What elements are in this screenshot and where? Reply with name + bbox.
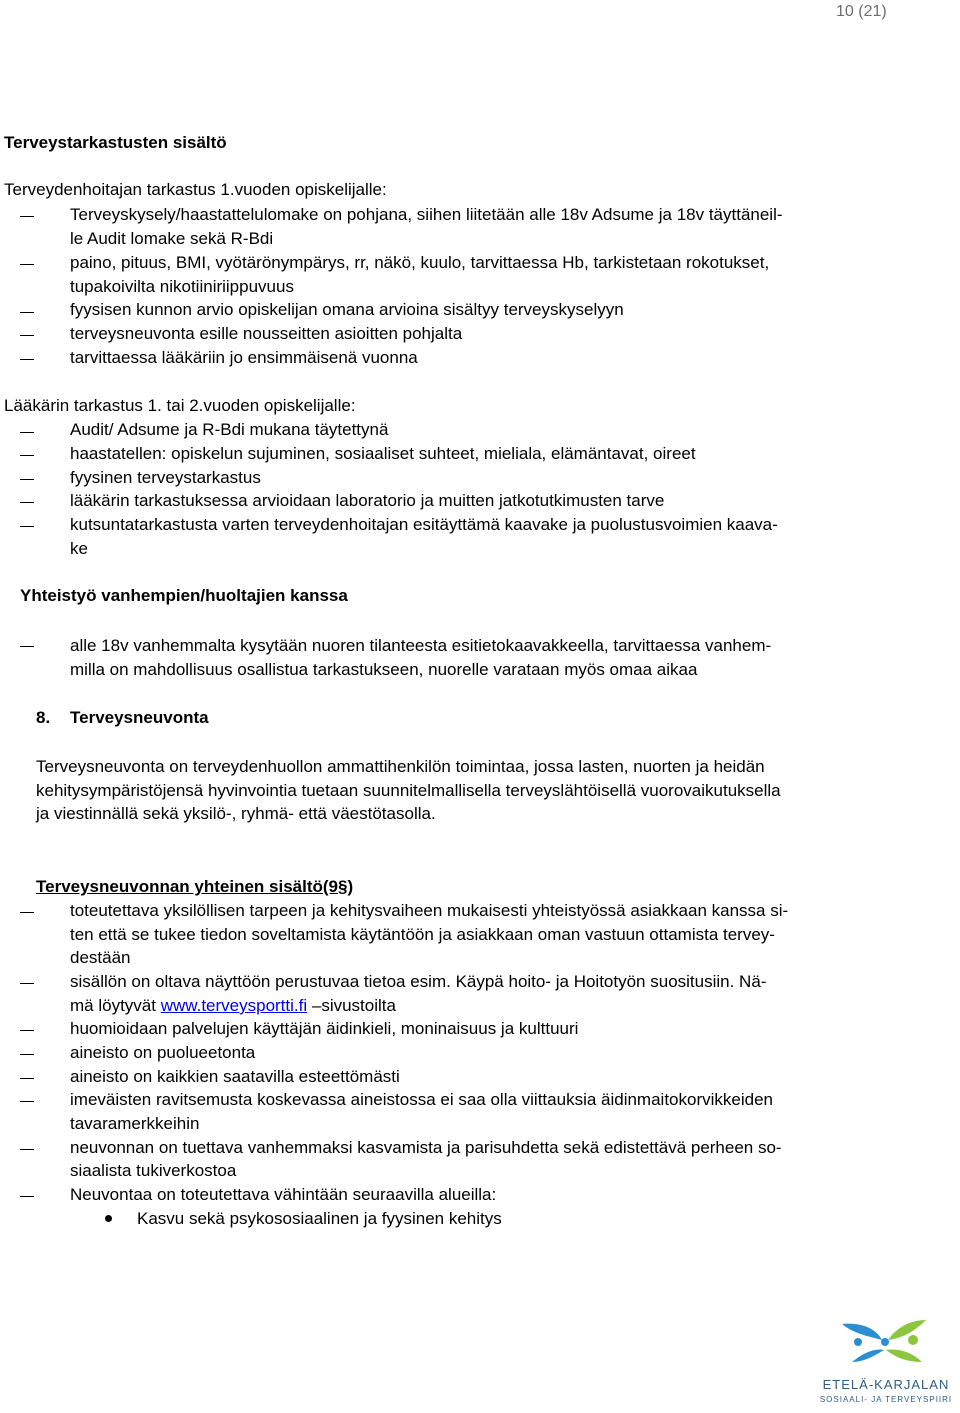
dash-bullet — [20, 646, 34, 647]
list-item: fyysinen terveystarkastus — [70, 468, 261, 487]
heading-close: ) — [347, 877, 354, 896]
sub-list-item: Kasvu sekä psykososiaalinen ja fyysinen kehitys — [137, 1209, 502, 1228]
round-bullet — [105, 1215, 112, 1222]
list-item: lääkärin tarkastuksessa arvioidaan laboratorio ja muitten jatkotutkimusten tarve — [70, 491, 665, 510]
list-item: Neuvontaa on toteutettava vähintään seuraavilla alueilla: — [70, 1185, 497, 1204]
list-item: Audit/ Adsume ja R-Bdi mukana täytettynä — [70, 420, 389, 439]
dash-bullet — [20, 264, 34, 265]
dash-bullet — [20, 312, 34, 313]
list-item: imeväisten ravitsemusta koskevassa aineistossa ei saa olla viittauksia äidinmaitokorvikkeiden — [70, 1090, 773, 1109]
dash-bullet — [20, 526, 34, 527]
list-item: terveysneuvonta esille nousseitten asioitten pohjalta — [70, 324, 463, 343]
dash-bullet — [20, 216, 34, 217]
list-item: huomioidaan palvelujen käyttäjän äidinkieli, moninaisuus ja kulttuuri — [70, 1019, 579, 1038]
organization-logo — [812, 1318, 960, 1413]
dash-bullet — [20, 479, 34, 480]
paragraph-line: kehitysympäristöjensä hyvinvointia tuetaan suunnitelmallisella terveyslähtöisellä vuorovaikutuksella — [36, 781, 781, 800]
list-item: haastatellen: opiskelun sujuminen, sosiaaliset suhteet, mieliala, elämäntavat, oireet — [70, 444, 696, 463]
list-item: aineisto on puolueetonta — [70, 1043, 256, 1062]
dash-bullet — [20, 359, 34, 360]
list-item: kutsuntatarkastusta varten terveydenhoitajan esitäyttämä kaavake ja puolustusvoimien kaava- — [70, 515, 778, 534]
dash-bullet — [20, 502, 34, 503]
dash-bullet — [20, 1101, 34, 1102]
logo-text-line1: ETELÄ-KARJALAN — [822, 1377, 950, 1392]
section-number: 8. — [36, 708, 51, 727]
dash-bullet — [20, 1054, 34, 1055]
list-item-continuation — [70, 996, 396, 1016]
doctor-check-title: Lääkärin tarkastus 1. tai 2.vuoden opiskelijalle: — [4, 396, 356, 415]
list-item-continuation: milla on mahdollisuus osallistua tarkastukseen, nuorelle varataan myös omaa aikaa — [70, 660, 698, 679]
dash-bullet — [20, 455, 34, 456]
terveysportti-link[interactable]: www.terveysportti.fi — [160, 996, 308, 1015]
list-item: tarvittaessa lääkäriin jo ensimmäisenä vuonna — [70, 348, 418, 367]
dash-bullet — [20, 1196, 34, 1197]
leaf-figure-logo-icon — [812, 1318, 960, 1378]
list-item-continuation: destään — [70, 948, 131, 967]
list-item: sisällön on oltava näyttöön perustuvaa tietoa esim. Käypä hoito- ja Hoitotyön suositusiin. Nä- — [70, 972, 767, 991]
dash-bullet — [20, 912, 34, 913]
section-title: Terveysneuvonta — [70, 708, 209, 727]
dash-bullet — [20, 983, 34, 984]
section-heading: Terveystarkastusten sisältö — [4, 133, 227, 152]
list-item-continuation: ten että se tukee tiedon soveltamista käytäntöön ja asiakkaan oman vastuun ottamista tervey- — [70, 925, 775, 944]
list-item: aineisto on kaikkien saatavilla esteettömästi — [70, 1067, 400, 1086]
list-item: alle 18v vanhemmalta kysytään nuoren tilanteesta esitietokaavakkeella, tarvittaessa vanhem- — [70, 636, 772, 655]
dash-bullet — [20, 1030, 34, 1031]
dash-bullet — [20, 335, 34, 336]
paragraph-line: ja viestinnällä sekä yksilö-, ryhmä- että väestötasolla. — [36, 804, 436, 823]
text: mä löytyvät — [70, 996, 161, 1015]
list-item: toteutettava yksilöllisen tarpeen ja kehitysvaiheen mukaisesti yhteistyössä asiakkaan kanssa si- — [70, 901, 789, 920]
logo-text-line2: SOSIAALI- JA TERVEYSPIIRI — [819, 1395, 953, 1404]
cooperation-heading: Yhteistyö vanhempien/huoltajien kanssa — [20, 586, 348, 605]
dash-bullet — [20, 1078, 34, 1079]
page-number: 10 (21) — [836, 3, 887, 20]
list-item: fyysisen kunnon arvio opiskelijan omana arvioina sisältyy terveyskyselyyn — [70, 300, 624, 319]
list-item-continuation: le Audit lomake sekä R-Bdi — [70, 229, 274, 248]
list-item: paino, pituus, BMI, vyötärönympärys, rr, näkö, kuulo, tarvittaessa Hb, tarkistetaan rokotukset, — [70, 253, 770, 272]
dash-bullet — [20, 1149, 34, 1150]
text: –sivustoilta — [307, 996, 396, 1015]
heading-text: Terveysneuvonnan yhteinen sisältö(9 — [36, 877, 338, 896]
common-content-heading — [36, 877, 353, 897]
nurse-check-title: Terveydenhoitajan tarkastus 1.vuoden opiskelijalle: — [4, 180, 387, 199]
list-item-continuation: tupakoivilta nikotiiniriippuvuus — [70, 277, 294, 296]
dash-bullet — [20, 432, 34, 433]
paragraph-line: Terveysneuvonta on terveydenhuollon ammattihenkilön toimintaa, jossa lasten, nuorten ja heidän — [36, 757, 765, 776]
list-item-continuation: ke — [70, 539, 88, 558]
section-sign: § — [338, 877, 348, 896]
list-item-continuation: tavaramerkkeihin — [70, 1114, 200, 1133]
list-item: neuvonnan on tuettava vanhemmaksi kasvamista ja parisuhdetta sekä edistettävä perheen so- — [70, 1138, 782, 1157]
list-item: Terveyskysely/haastattelulomake on pohjana, siihen liitetään alle 18v Adsume ja 18v täyttäneil- — [70, 205, 783, 224]
list-item-continuation: siaalista tukiverkostoa — [70, 1161, 237, 1180]
